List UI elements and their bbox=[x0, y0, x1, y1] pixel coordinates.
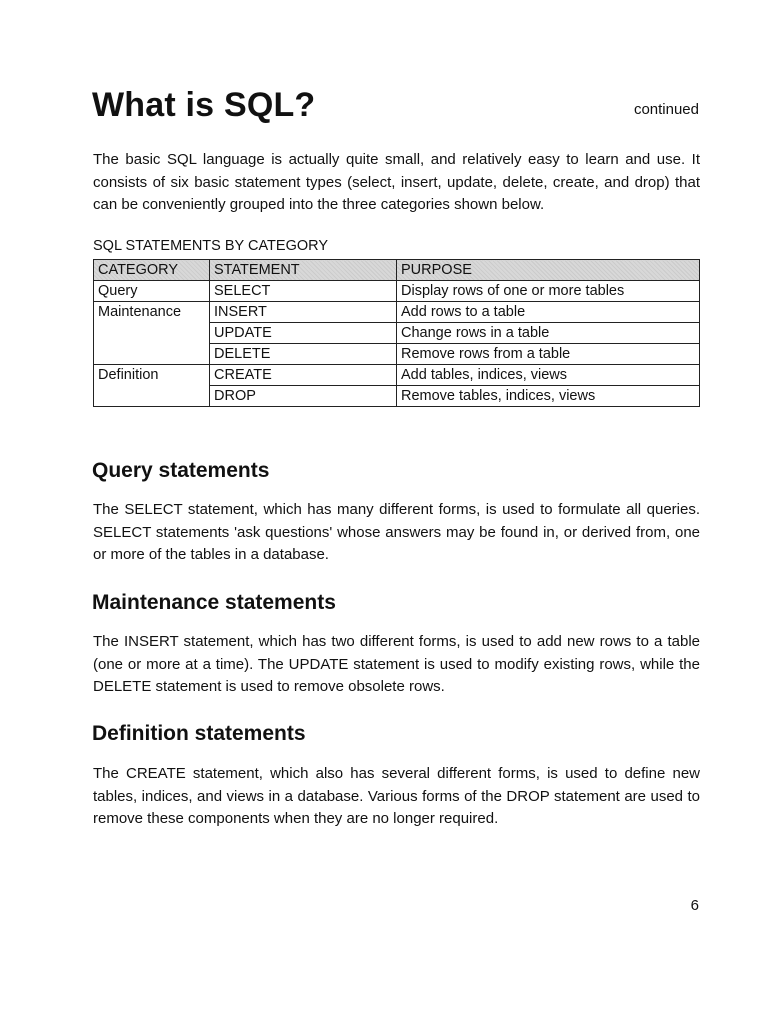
page-title: What is SQL? bbox=[92, 86, 316, 124]
column-header-statement: STATEMENT bbox=[210, 260, 397, 281]
continued-label: continued bbox=[633, 101, 699, 118]
column-header-category: CATEGORY bbox=[94, 260, 210, 281]
statement-cell: UPDATE bbox=[210, 323, 397, 344]
statement-cell: SELECT bbox=[210, 281, 397, 302]
purpose-cell: Add rows to a table bbox=[397, 302, 700, 323]
category-cell: Query bbox=[94, 281, 210, 302]
page-number: 6 bbox=[690, 897, 699, 914]
purpose-cell: Remove rows from a table bbox=[397, 344, 700, 365]
table-row bbox=[94, 365, 700, 386]
section-heading-definition: Definition statements bbox=[92, 722, 306, 745]
section-body-maintenance: The INSERT statement, which has two different forms, is used to add new rows to a table (one or more at a time). The UPDATE statement is used to modify existing rows, while the DELETE statement is used to remove obsolete rows. bbox=[93, 633, 700, 695]
section-body-query: The SELECT statement, which has many different forms, is used to formulate all queries. SELECT statements 'ask questions' whose answers may be found in, or derived from, one or more of the tables in a database. bbox=[93, 501, 700, 563]
purpose-cell: Display rows of one or more tables bbox=[397, 281, 700, 302]
table-row bbox=[94, 302, 700, 323]
purpose-cell: Remove tables, indices, views bbox=[397, 386, 700, 407]
statement-cell: INSERT bbox=[210, 302, 397, 323]
category-cell: Maintenance bbox=[94, 302, 210, 365]
column-header-purpose: PURPOSE bbox=[397, 260, 700, 281]
section-heading-query: Query statements bbox=[92, 459, 270, 482]
statement-cell: CREATE bbox=[210, 365, 397, 386]
table-caption: SQL STATEMENTS BY CATEGORY bbox=[93, 238, 329, 254]
statement-cell: DROP bbox=[210, 386, 397, 407]
intro-paragraph: The basic SQL language is actually quite small, and relatively easy to learn and use. It consists of six basic statement types (select, insert, update, delete, create, and drop) that can be conveniently grouped into the three categories shown below. bbox=[93, 151, 700, 213]
section-body-definition: The CREATE statement, which also has several different forms, is used to define new tables, indices, and views in a database. Various forms of the DROP statement are used to remove these components when they are no longer required. bbox=[93, 765, 700, 827]
table-header-row bbox=[94, 260, 700, 281]
table-row bbox=[94, 281, 700, 302]
category-cell: Definition bbox=[94, 365, 210, 407]
section-heading-maintenance: Maintenance statements bbox=[92, 591, 336, 614]
statement-cell: DELETE bbox=[210, 344, 397, 365]
purpose-cell: Change rows in a table bbox=[397, 323, 700, 344]
purpose-cell: Add tables, indices, views bbox=[397, 365, 700, 386]
sql-statements-table bbox=[93, 259, 700, 407]
